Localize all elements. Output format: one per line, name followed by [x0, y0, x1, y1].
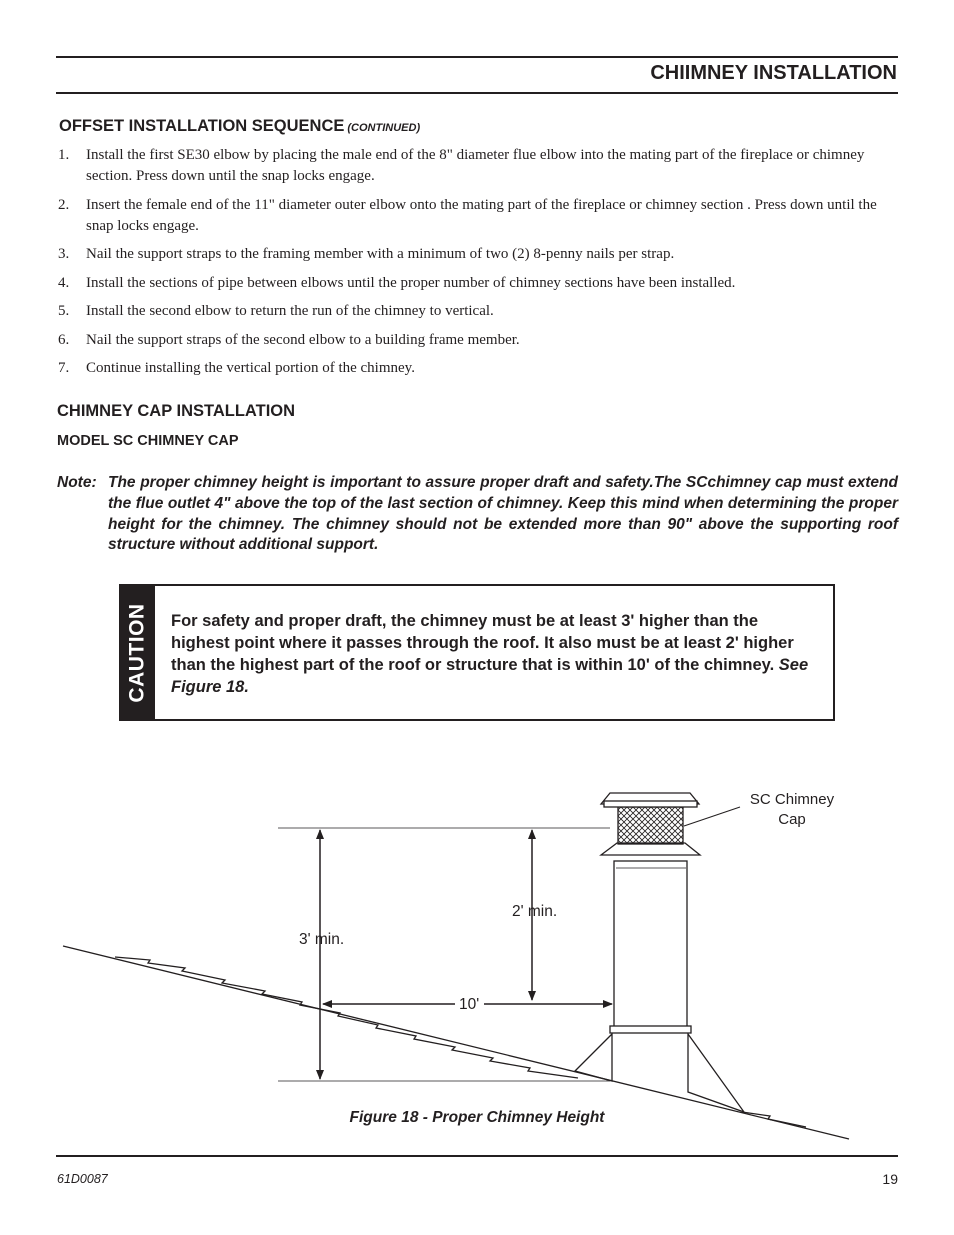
chimney-cap-mesh — [618, 807, 683, 844]
step-number: 1. — [58, 147, 70, 163]
chimney — [575, 793, 744, 1112]
step-text: Nail the support straps to the framing member with a minimum of two (2) 8-penny nails per strap. — [86, 246, 675, 262]
reference-lines — [278, 828, 610, 1081]
caution-figure-ref: See Figure 18. — [171, 656, 809, 696]
caution-label: CAUTION — [126, 602, 150, 703]
step-text: Install the second elbow to return the run of the chimney to vertical. — [86, 303, 494, 319]
step-number: 3. — [58, 246, 70, 262]
step-text: Install the sections of pipe between elbows until the proper number of chimney sections have been installed. — [86, 274, 736, 291]
three-foot-label: 3' min. — [299, 931, 345, 948]
section-title: CHIIMNEY INSTALLATION — [650, 62, 897, 84]
chimney-collar — [610, 1026, 691, 1033]
step-number: 7. — [58, 360, 70, 376]
page-number: 19 — [882, 1171, 898, 1187]
note-text: The proper chimney height is important to assure proper draft and safety.The SCchimney cap must extend the flue outlet 4" above the top of the last section of chimney. Keep this mind when determining the proper height for the chimney. The chimney should not be extended more than 90" above the supporting roof structure without additional support. — [108, 474, 898, 554]
model-heading: MODEL SC CHIMNEY CAP — [57, 433, 239, 449]
continued-label: (CONTINUED) — [347, 122, 421, 134]
note-label: Note: — [57, 474, 97, 491]
chimney-cap-heading: CHIMNEY CAP INSTALLATION — [57, 402, 296, 420]
step-text: Install the first SE30 elbow by placing the male end of the 8" diameter flue elbow into the mating part of the fireplace or chimney section. Press down until the snap locks engage. — [86, 147, 865, 184]
dimension-arrows — [320, 830, 612, 1079]
chimney-pipe — [614, 861, 687, 1031]
step-number: 6. — [58, 331, 70, 348]
ten-foot-label: 10' — [459, 996, 480, 1013]
step-number: 4. — [58, 274, 70, 291]
two-foot-label: 2' min. — [512, 903, 558, 920]
cap-callout — [732, 790, 852, 830]
step-text: Continue installing the vertical portion of the chimney. — [86, 360, 415, 376]
roof-shingles — [115, 957, 578, 1078]
caution-body: For safety and proper draft, the chimney must be at least 3' higher than the highest point where it passes through the roof. It also must be at least 2' higher than the highest part of the roof or structure that is within 10' of the chimney. — [171, 612, 794, 674]
cap-callout-line2: Cap — [778, 811, 806, 828]
chimney-cap-base — [601, 843, 700, 855]
step-text: Insert the female end of the 11" diameter outer elbow onto the mating part of the fireplace or chimney section . Press down until the snap locks engage. — [86, 196, 877, 234]
figure-caption: Figure 18 - Proper Chimney Height — [349, 1109, 605, 1126]
chimney-support-legs-right — [688, 1034, 744, 1112]
footer-rule — [56, 1155, 898, 1157]
document-number: 61D0087 — [57, 1172, 108, 1186]
step-number: 2. — [58, 196, 70, 213]
chimney-support-legs — [575, 1034, 612, 1081]
chimney-cap-lid — [604, 801, 697, 807]
offset-heading-text: OFFSET INSTALLATION SEQUENCE — [59, 117, 345, 135]
step-text: Nail the support straps of the second elbow to a building frame member. — [86, 331, 520, 348]
step-number: 5. — [58, 303, 70, 319]
cap-callout-line1: SC Chimney — [749, 791, 835, 808]
